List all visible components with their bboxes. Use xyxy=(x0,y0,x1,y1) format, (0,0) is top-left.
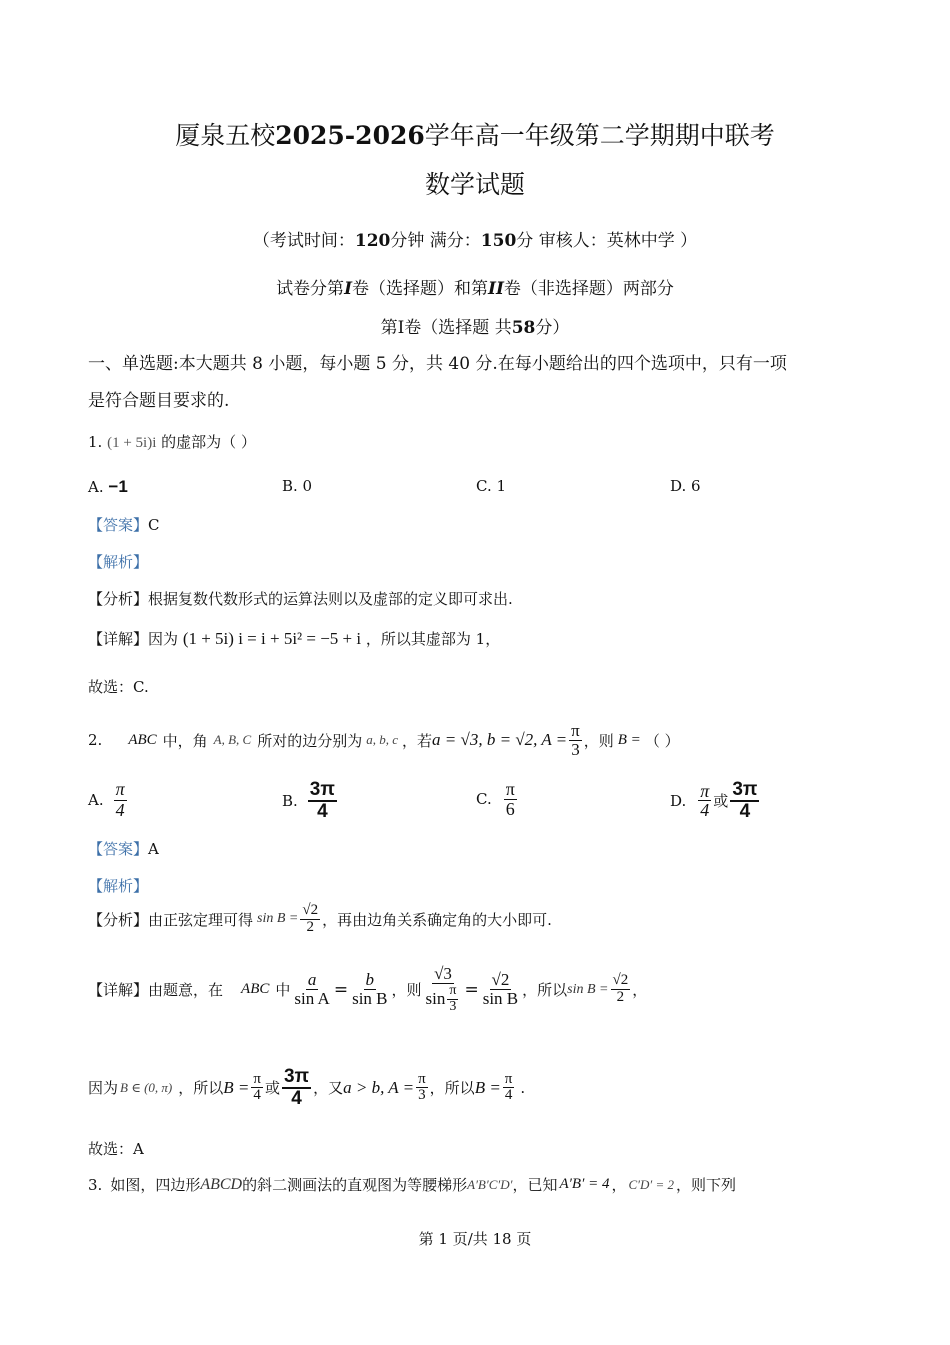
detail-text: ，所以 xyxy=(178,1079,224,1098)
section-instructions-line1: 一、单选题:本大题共 8 小题，每小题 5 分，共 40 分.在每小题给出的四个选项中，只有一项 xyxy=(88,354,787,374)
q1-option-a xyxy=(88,477,128,497)
numerator: 3π xyxy=(309,779,335,800)
question-text: ，已知 xyxy=(512,1176,558,1194)
sides-abc: a, b, c xyxy=(366,732,399,748)
given-conditions: a = √3, b = √2, A = xyxy=(432,730,568,750)
numerator: π xyxy=(571,721,580,740)
question-text: 的虚部为（ ） xyxy=(161,433,256,451)
or-text: 或 xyxy=(264,1079,280,1098)
denominator: 4 xyxy=(504,1087,513,1104)
detail-expression: (1 + 5i) i = i + 5i² = −5 + i xyxy=(182,629,362,648)
pi-over-3 xyxy=(447,984,458,1014)
numerator: π xyxy=(505,779,515,799)
question-number: 3. xyxy=(88,1175,103,1194)
denominator: 4 xyxy=(700,800,710,821)
denominator: 3 xyxy=(449,998,457,1014)
volume-text: 第Ⅰ卷（选择题 共 xyxy=(380,318,512,338)
analysis-text: 由正弦定理可得 xyxy=(148,910,254,929)
analysis-tag: 【分析】 xyxy=(88,910,149,929)
q2-option-d xyxy=(670,780,761,822)
pi-over-3 xyxy=(416,1072,428,1105)
numerator: √2 xyxy=(302,902,319,918)
paper-desc-text: 卷（非选择题）两部分 xyxy=(503,279,674,299)
numerator: π xyxy=(418,1070,426,1087)
numerator: 3π xyxy=(732,779,758,800)
quadrilateral-abcd: ABCD xyxy=(200,1175,243,1193)
question-text: ，若 xyxy=(402,731,433,750)
pi-over-4 xyxy=(503,1072,515,1105)
b-equals: B = xyxy=(474,1077,501,1097)
denominator: 4 xyxy=(739,800,751,822)
q1-option-c: C. 1 xyxy=(476,477,507,495)
question-2-stem xyxy=(88,722,680,759)
denominator: 4 xyxy=(291,1087,302,1109)
cd-length: C′D′ = 2 xyxy=(628,1176,675,1192)
exam-info-text: 分钟 满分： xyxy=(390,231,481,251)
pi-over-3 xyxy=(569,722,582,759)
question-text: ，则下列 xyxy=(676,1176,737,1194)
denominator: 3 xyxy=(571,739,580,759)
option-fraction xyxy=(698,782,711,821)
page-footer: 第 1 页/共 18 页 xyxy=(418,1230,532,1248)
option-value: −1 xyxy=(108,477,128,496)
answer-tag: 【答案】 xyxy=(88,840,149,858)
q2-detail: 【详解】 由题意，在 ABC 中 $\frac{a}{\text{sin A}}$ = $\frac{b}{\text{sin B}}$ ，则 √3 sin $\frac{\pi}{3}$ = $\frac{√2}{\text{sin B}}$ ，所以 sin B = $\frac{√2}{2}$ ， xyxy=(88,964,648,1014)
numerator: b xyxy=(365,970,375,990)
option-fraction xyxy=(308,780,337,822)
exam-info xyxy=(0,226,950,251)
sin-b-equals: sin B = xyxy=(567,981,609,997)
paper-desc-text: 试卷分第 xyxy=(276,279,345,299)
q2-analysis xyxy=(88,903,552,936)
denominator: 4 xyxy=(115,799,125,820)
numerator: π xyxy=(449,982,457,998)
detail-text: ，又 xyxy=(313,1079,344,1098)
numerator: 3π xyxy=(283,1066,310,1087)
denominator: sin A xyxy=(294,989,330,1009)
detail-tag: 【详解】 xyxy=(88,630,149,648)
detail-text: . xyxy=(520,1078,526,1097)
three-pi-over-4 xyxy=(282,1067,311,1109)
exam-info-text: （考试时间： xyxy=(252,231,355,251)
subject-title: 数学试题 xyxy=(424,170,525,199)
denominator: 2 xyxy=(616,989,625,1006)
angles-abc: A, B, C xyxy=(213,732,252,748)
q1-choice: 故选：C. xyxy=(88,678,149,696)
numerator: a xyxy=(307,970,317,990)
volume-score: 58 xyxy=(511,318,536,338)
analysis-tag: 【分析】 xyxy=(88,590,149,608)
numerator: √2 xyxy=(491,970,510,990)
option-fraction xyxy=(730,780,759,822)
detail-text: ， xyxy=(632,981,648,1000)
answer-tag: 【答案】 xyxy=(88,516,149,534)
detail-text: ，所以其虚部为 1， xyxy=(365,630,501,648)
trapezoid-label: A′B′C′D′ xyxy=(467,1176,513,1192)
paper-desc-text: 卷（选择题）和第 xyxy=(352,279,489,299)
denominator: sin B xyxy=(352,989,388,1009)
b-range: B ∈ (0, π) xyxy=(120,1079,173,1095)
option-label: C. xyxy=(476,790,492,809)
title-suffix: 学年高一年级第二学期期中联考 xyxy=(424,121,775,150)
question-text: ， xyxy=(611,1176,627,1194)
paper-description xyxy=(0,274,950,299)
or-text: 或 xyxy=(713,792,729,811)
q2-choice: 故选：A xyxy=(88,1140,144,1158)
b-over-sin-b xyxy=(350,971,389,1008)
detail-text: ，所以 xyxy=(429,1079,475,1098)
option-label: D. xyxy=(670,791,687,810)
q1-detail xyxy=(88,628,500,649)
paper-part-I: I xyxy=(344,279,353,299)
q1-option-d: D. 6 xyxy=(670,477,701,495)
triangle-abc: ABC xyxy=(128,731,157,748)
numerator: √3 xyxy=(434,964,452,983)
complex-expression: (1 + 5i)i xyxy=(107,435,157,451)
exam-info-text: 分 审核人：英林中学 ） xyxy=(516,231,698,251)
question-number: 2. xyxy=(88,731,103,750)
q1-answer xyxy=(88,514,160,535)
q1-jiexi-tag: 【解析】 xyxy=(88,553,149,571)
detail-text: 因为 xyxy=(88,1079,119,1098)
b-equals: B = xyxy=(223,1077,250,1097)
question-text: ，则 xyxy=(583,731,614,750)
detail-tag: 【详解】 xyxy=(88,981,149,1000)
title-prefix: 厦泉五校 xyxy=(175,121,276,150)
denominator: 4 xyxy=(317,800,328,822)
option-fraction xyxy=(114,780,127,820)
volume-heading xyxy=(0,313,950,338)
q2-detail-2 xyxy=(88,1067,525,1109)
q1-analysis xyxy=(88,588,513,609)
question-text: 中，角 xyxy=(162,731,208,750)
question-1-stem xyxy=(88,431,256,452)
exam-time: 120 xyxy=(354,231,391,251)
denominator: 3 xyxy=(418,1087,426,1104)
option-fraction xyxy=(504,780,517,819)
option-label: B. xyxy=(282,791,298,810)
denominator: 4 xyxy=(253,1087,261,1104)
q2-jiexi-tag: 【解析】 xyxy=(88,877,149,895)
sqrt2-over-2 xyxy=(300,903,320,936)
volume-text: 分） xyxy=(535,318,570,338)
numerator: π xyxy=(115,779,125,799)
detail-text: ，则 xyxy=(391,981,422,1000)
section-instructions-line2: 是符合题目要求的. xyxy=(88,391,230,411)
detail-text: 中 xyxy=(275,981,291,1000)
question-number: 1. xyxy=(88,433,103,451)
sqrt2-over-sin-b xyxy=(481,971,520,1008)
detail-text: ，所以 xyxy=(522,981,568,1000)
full-score: 150 xyxy=(480,231,517,251)
sqrt3-over-sin-pi-3 xyxy=(424,965,463,1014)
q1-option-b: B. 0 xyxy=(282,477,313,495)
sqrt2-over-2 xyxy=(611,973,631,1006)
q2-option-c xyxy=(476,780,519,819)
option-label: A. xyxy=(88,478,104,496)
detail-text: 因为 xyxy=(148,630,179,648)
pi-over-4 xyxy=(251,1072,263,1105)
numerator: π xyxy=(504,1070,513,1087)
detail-text: 由题意，在 xyxy=(148,981,224,1000)
question-text: 所对的边分别为 xyxy=(257,731,363,750)
denominator xyxy=(424,984,463,1014)
b-equals: B = xyxy=(617,731,641,748)
analysis-text: 根据复数代数形式的运算法则以及虚部的定义即可求出. xyxy=(148,590,513,608)
analysis-text: ，再由边角关系确定角的大小即可. xyxy=(322,910,552,929)
paper-part-II: II xyxy=(488,279,504,299)
a-over-sin-a xyxy=(292,971,331,1008)
triangle-abc: ABC xyxy=(241,981,270,998)
ab-length: A′B′ = 4 xyxy=(559,1176,610,1192)
numerator: π xyxy=(253,1070,261,1087)
denominator: 6 xyxy=(505,798,515,819)
sin-text: sin xyxy=(425,989,446,1009)
exam-title xyxy=(0,116,950,152)
title-year: 2025-2026 xyxy=(275,121,425,150)
q2-option-b xyxy=(282,780,339,822)
q2-option-a xyxy=(88,780,129,820)
question-text: 如图，四边形 xyxy=(110,1176,201,1194)
option-label: A. xyxy=(88,790,104,809)
answer-value: A xyxy=(148,840,159,858)
question-text: 的斜二测画法的直观图为等腰梯形 xyxy=(242,1176,468,1194)
given-conditions: a > b, A = xyxy=(343,1077,415,1097)
numerator: √2 xyxy=(612,972,629,989)
denominator: sin B xyxy=(482,989,519,1009)
question-3-stem xyxy=(88,1174,736,1195)
question-text: （ ） xyxy=(644,731,680,750)
sin-b-equals: sin B = xyxy=(257,911,299,927)
denominator: 2 xyxy=(306,918,314,935)
q2-answer xyxy=(88,838,159,859)
numerator: π xyxy=(700,780,710,801)
answer-value: C xyxy=(148,516,160,534)
